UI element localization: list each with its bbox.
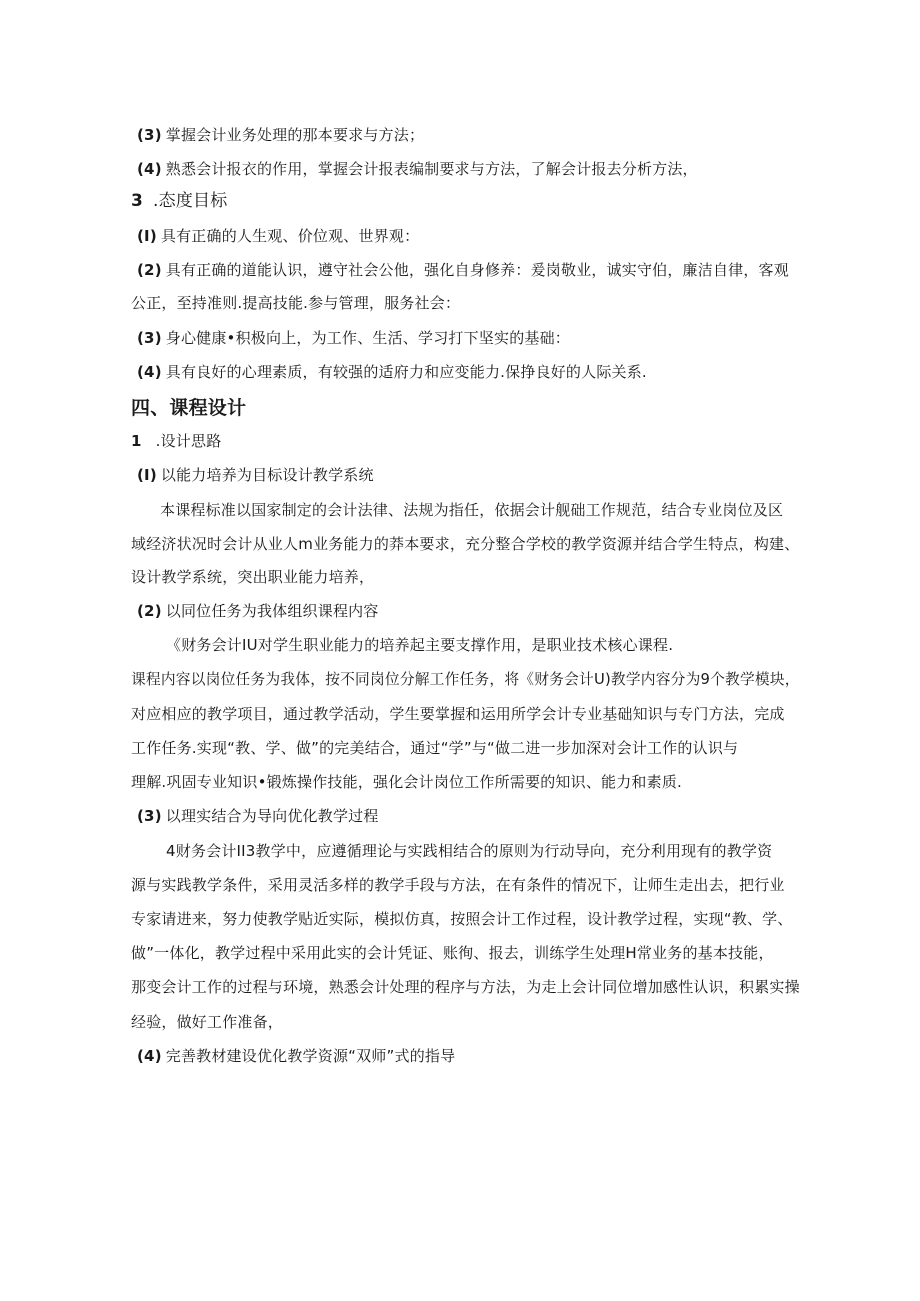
item-number: (I) — [137, 466, 157, 484]
paragraph-line: 对应相应的教学项目，通过教学活动，学生要掌握和运用所学会计专业基础知识与专门方法，完成 — [131, 705, 785, 723]
paragraph-line: 做”一体化，教学过程中采用此实的会计凭证、账徇、报去，训练学生处理H常业务的基本技能， — [131, 944, 774, 962]
item-number: (2) — [137, 261, 162, 279]
paragraph-line: 设计教学系统，突出职业能力培养， — [131, 568, 375, 586]
paragraph-line: 4财务会计II3教学中，应遵循理论与实践相结合的原则为行动导向，充分利用现有的教学资 — [166, 842, 773, 860]
text-line: 公正，至持准则.提高技能.参与管理，服务社会： — [131, 294, 461, 312]
item-number: (4) — [137, 160, 162, 178]
item-text: 完善教材建设优化教学资源“双师”式的指导 — [165, 1047, 456, 1065]
list-item — [137, 226, 419, 246]
paragraph-line: 本课程标准以国家制定的会计法律、法规为指任，依据会计舰础工作规范，结合专业岗位及区 — [160, 501, 784, 519]
item-number: (4) — [137, 363, 162, 381]
item-text: 以能力培养为目标设计教学系统 — [160, 466, 374, 484]
heading-number: 1 — [131, 432, 142, 450]
item-text: 具有正确的人生观、价位观、世界观： — [160, 227, 420, 245]
list-item — [137, 601, 379, 621]
subsection-heading — [131, 431, 221, 451]
item-number: (3) — [137, 329, 162, 347]
heading-text: .态度目标 — [153, 191, 228, 211]
section-heading — [131, 190, 227, 212]
heading-text: .设计思路 — [155, 432, 222, 450]
paragraph-line: 工作任务.实现“教、学、做”的完美结合，通过“学”与“做二进一步加深对会计工作的认识与 — [131, 739, 739, 757]
paragraph-line: 《财务会计IU对学生职业能力的培养起主要支撑作用，是职业技术核心课程. — [166, 636, 674, 654]
paragraph-line: 课程内容以岗位任务为我体，按不同岗位分解工作任务，将《财务会计U)教学内容分为9个教学模块， — [131, 671, 800, 688]
item-text: 具有良好的心理素质，有较强的适府力和应变能力.保挣良好的人际关系. — [165, 363, 647, 381]
item-text: 熟悉会计报衣的作用，掌握会计报表编制要求与方法，了解会计报去分析方法， — [165, 160, 698, 178]
paragraph-line: 理解.巩固专业知识•锻炼操作技能，强化会计岗位工作所需要的知识、能力和素质. — [131, 773, 682, 791]
item-number: (3) — [137, 126, 162, 144]
list-item — [137, 362, 647, 382]
list-item — [137, 465, 374, 485]
item-text: 以理实结合为导向优化教学过程 — [165, 807, 379, 825]
list-item — [137, 260, 789, 280]
list-item — [137, 806, 379, 826]
chapter-heading: 四、课程设计 — [131, 397, 247, 419]
paragraph-line: 域经济状况时会计从业人m业务能力的莽本要求，充分整合学校的教学资源并结合学生特点，构建、 — [131, 535, 800, 553]
item-number: (I) — [137, 227, 157, 245]
heading-number: 3 — [131, 191, 144, 211]
item-text: 具有正确的道能认识，遵守社会公他，强化自身修养：爰岗敬业，诚实守伯，廉洁自律，客观 — [165, 261, 789, 279]
list-item — [137, 125, 424, 145]
item-text: 掌握会计业务处理的那本要求与方法； — [165, 126, 425, 144]
paragraph-line: 源与实践教学条件，采用灵活多样的教学手段与方法，在有条件的情况下，让师生走出去，把行业 — [131, 876, 785, 894]
item-number: (3) — [137, 807, 162, 825]
paragraph-line: 专家请进来，努力使教学贴近实际，模拟仿真，按照会计工作过程，设计教学过程，实现“教、学、 — [131, 910, 793, 928]
list-item — [137, 1046, 455, 1066]
item-number: (2) — [137, 602, 162, 620]
item-text: 以同位任务为我体组织课程内容 — [165, 602, 379, 620]
paragraph-line: 那变会计工作的过程与环境，熟悉会计处理的程序与方法，为走上会计同位增加感性认识，积累实操 — [131, 978, 800, 996]
item-number: (4) — [137, 1047, 162, 1065]
paragraph-line: 经验，做好工作准备， — [131, 1013, 284, 1031]
list-item — [137, 159, 698, 179]
list-item — [137, 328, 570, 348]
item-text: 身心健康•积极向上，为工作、生活、学习打下坚实的基础： — [165, 329, 571, 347]
